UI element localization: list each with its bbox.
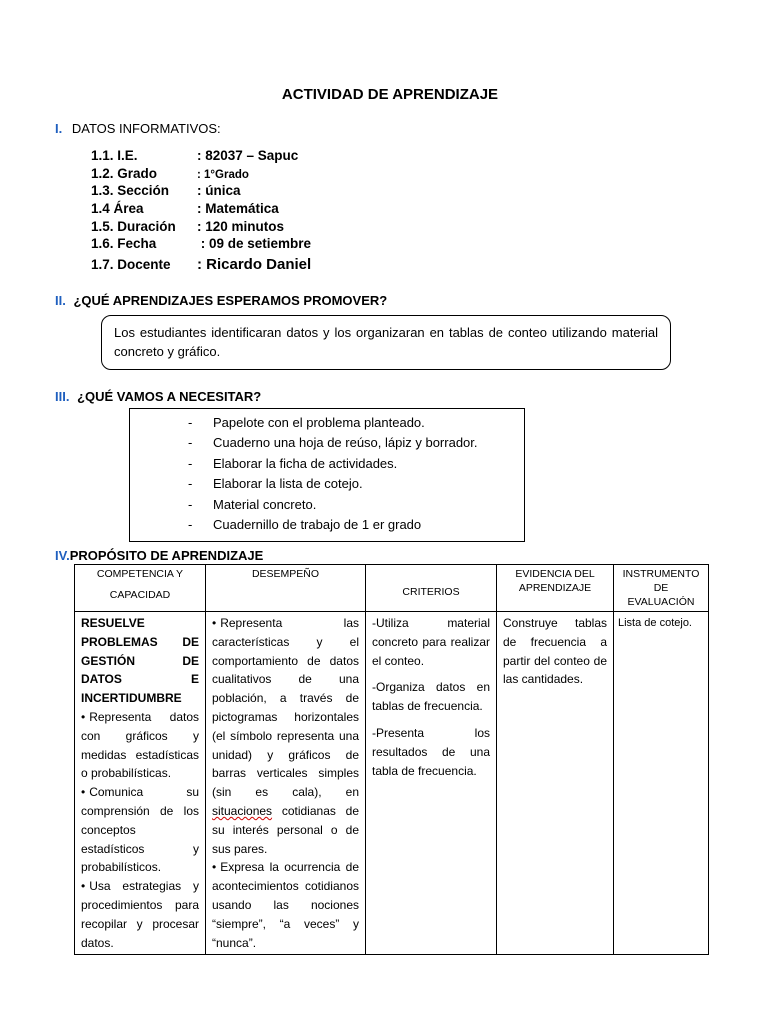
purpose-table [74, 564, 709, 955]
list-item: • Comunica su comprensión de los conceptos estadísticos y probabilísticos. [81, 785, 199, 875]
info-label: 1.4 Área [91, 201, 144, 216]
section-1-title: DATOS INFORMATIVOS: [71, 121, 221, 136]
info-row-area [91, 201, 279, 216]
competencia-title: RESUELVE PROBLEMAS DE GESTIÓN DE DATOS E INCERTIDUMBRE [81, 616, 199, 706]
info-row-grado [91, 166, 249, 181]
section-1-heading [55, 121, 221, 136]
section-1-number: I. [55, 121, 63, 136]
info-value: : 1°Grado [197, 169, 249, 181]
section-4-number: IV. [55, 548, 70, 563]
section-3-number: III. [55, 389, 70, 404]
info-value: : 120 minutos [197, 219, 285, 234]
header-criterios: CRITERIOS [366, 565, 497, 612]
info-value: : Matemática [197, 201, 279, 216]
info-label: 1.3. Sección [91, 183, 170, 198]
info-row-ie [91, 148, 298, 163]
info-value: : 82037 – Sapuc [197, 148, 299, 163]
info-label: 1.5. Duración [91, 219, 176, 234]
section-3-heading [55, 389, 261, 404]
info-label: 1.1. I.E. [91, 148, 138, 163]
info-row-docente [91, 256, 311, 273]
list-item: • Expresa la ocurrencia de acontecimientos cotidianos usando las nociones “siempre”, “a veces” y “nunca”. [212, 860, 359, 950]
info-label: 1.7. Docente [91, 257, 171, 272]
header-desempeno: DESEMPEÑO [206, 565, 366, 612]
section-2-heading [55, 293, 387, 308]
cell-instrumento: Lista de cotejo. [614, 612, 709, 955]
header-instrumento: INSTRUMENTO DE EVALUACIÓN [614, 565, 709, 612]
info-value: : 09 de setiembre [197, 236, 312, 251]
learning-purpose-box: Los estudiantes identificaran datos y los organizaran en tablas de conteo utilizando material concreto y gráfico. [101, 315, 671, 370]
list-item: -Organiza datos en tablas de frecuencia. [372, 680, 490, 714]
cell-competencia [75, 612, 206, 955]
header-competencia: COMPETENCIA Y CAPACIDAD [75, 565, 206, 612]
section-4-title: PROPÓSITO DE APRENDIZAJE [69, 548, 264, 563]
cell-criterios [366, 612, 497, 955]
info-value: : Ricardo Daniel [197, 256, 312, 273]
list-item: • Usa estrategias y procedimientos para recopilar y procesar datos. [81, 879, 199, 950]
info-row-seccion [91, 183, 241, 198]
cell-evidencia: Construye tablas de frecuencia a partir del conteo de las cantidades. [497, 612, 614, 955]
list-item: • Representa las características y el comportamiento de datos cualitativos de una población, a través de pictogramas horizontales (el símbolo representa una unidad) y gráficos de barras verticales simples (sin es cala), en situaciones cotidianas de su interés personal o de sus pares. [212, 616, 359, 856]
list-item: • Representa datos con gráficos y medidas estadísticas o probabilísticas. [81, 709, 199, 781]
materials-box: - Papelote con el problema planteado. - Cuaderno una hoja de reúso, lápiz y borrador. - Elaborar la ficha de actividades. - Elaborar la lista de cotejo. - Material concreto. - Cuadernillo de trabajo de 1 er grado [129, 408, 525, 542]
table-header-row [75, 565, 709, 612]
info-row-duracion [91, 219, 284, 234]
list-item: -Presenta los resultados de una tabla de frecuencia. [372, 725, 490, 778]
info-label: 1.6. Fecha [91, 236, 157, 251]
info-value: : única [197, 183, 241, 198]
section-2-title: ¿QUÉ APRENDIZAJES ESPERAMOS PROMOVER? [73, 293, 388, 308]
section-4-heading [55, 548, 263, 563]
page-title: ACTIVIDAD DE APRENDIZAJE [281, 86, 499, 103]
section-2-number: II. [55, 293, 66, 308]
cell-desempeno [206, 612, 366, 955]
list-item: -Utiliza material concreto para realizar el conteo. [372, 616, 490, 668]
table-row [75, 612, 709, 955]
info-label: 1.2. Grado [91, 166, 158, 181]
info-row-fecha [91, 236, 311, 251]
section-3-title: ¿QUÉ VAMOS A NECESITAR? [77, 389, 262, 404]
header-evidencia: EVIDENCIA DEL APRENDIZAJE [497, 565, 614, 612]
